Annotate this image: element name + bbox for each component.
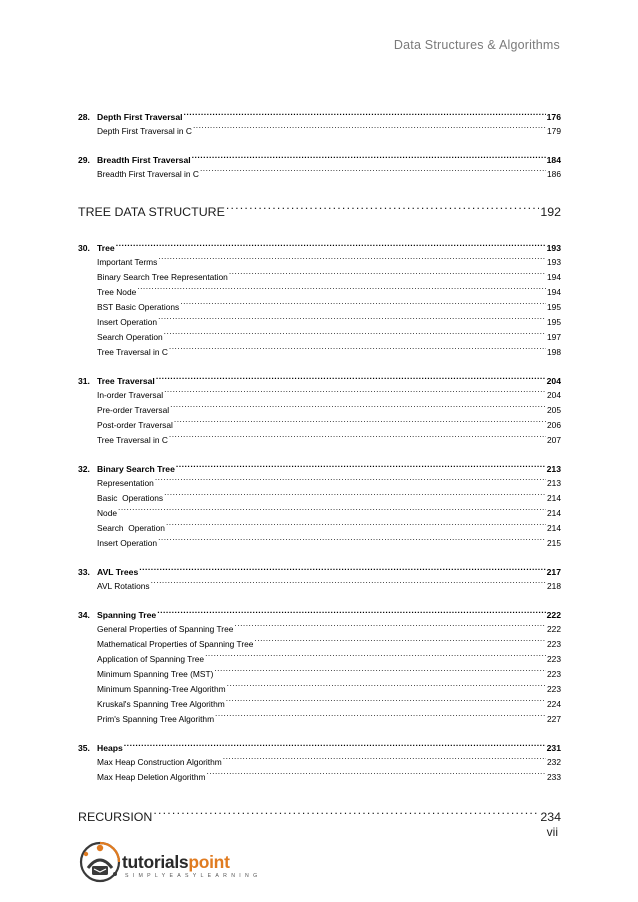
chapter-page: 176	[546, 112, 561, 122]
chapter-number: 32.	[78, 464, 90, 474]
item-label: Breadth First Traversal in C	[97, 167, 200, 182]
section-page: 192	[539, 202, 561, 222]
toc-item[interactable]	[78, 521, 561, 536]
chapter-page: 231	[546, 743, 561, 753]
logo-wordmark: tutorialspoint	[122, 852, 230, 872]
item-label: Search Operation	[97, 521, 166, 536]
chapter-title: Breadth First Traversal	[97, 155, 191, 165]
chapter-number: 31.	[78, 376, 90, 386]
tutorialspoint-logo	[78, 838, 262, 888]
item-label: Max Heap Deletion Algorithm	[97, 770, 206, 785]
item-label: Mathematical Properties of Spanning Tree	[97, 637, 254, 652]
toc-section-tree-data-structure[interactable]	[78, 202, 561, 222]
toc-chapter-29[interactable]	[78, 154, 561, 167]
toc-item[interactable]	[78, 536, 561, 551]
item-page: 214	[546, 521, 561, 536]
leader-dots	[184, 111, 546, 120]
toc-item[interactable]	[78, 476, 561, 491]
toc-item[interactable]	[78, 300, 561, 315]
toc-item[interactable]	[78, 682, 561, 697]
item-label: Tree Node	[97, 285, 137, 300]
chapter-number: 33.	[78, 567, 90, 577]
section-title: RECURSION	[78, 807, 153, 827]
item-label: Tree Traversal in C	[97, 433, 169, 448]
toc-item[interactable]	[78, 285, 561, 300]
toc-section-recursion[interactable]	[78, 807, 561, 827]
chapter-page: 184	[546, 155, 561, 165]
item-page: 214	[546, 491, 561, 506]
tutorialspoint-logo-icon	[78, 838, 122, 884]
toc-chapter-33[interactable]	[78, 566, 561, 579]
item-label: Important Terms	[97, 255, 158, 270]
toc-item[interactable]	[78, 491, 561, 506]
item-label: Insert Operation	[97, 536, 158, 551]
toc-item[interactable]	[78, 433, 561, 448]
toc-chapter-35[interactable]	[78, 742, 561, 755]
toc-item[interactable]	[78, 270, 561, 285]
item-page: 197	[546, 330, 561, 345]
toc-item[interactable]	[78, 388, 561, 403]
chapter-title: AVL Trees	[97, 567, 139, 577]
item-page: 227	[546, 712, 561, 727]
item-label: Search Operation	[97, 330, 164, 345]
chapter-page: 193	[546, 243, 561, 253]
item-page: 233	[546, 770, 561, 785]
chapter-number: 30.	[78, 243, 90, 253]
toc-item[interactable]	[78, 755, 561, 770]
toc-chapter-31[interactable]	[78, 375, 561, 388]
item-label: In-order Traversal	[97, 388, 164, 403]
chapter-title: Tree Traversal	[97, 376, 155, 386]
item-page: 223	[546, 637, 561, 652]
item-page: 195	[546, 315, 561, 330]
item-label: Application of Spanning Tree	[97, 652, 205, 667]
item-label: Representation	[97, 476, 155, 491]
item-page: 195	[546, 300, 561, 315]
toc-item[interactable]	[78, 637, 561, 652]
chapter-title: Heaps	[97, 743, 123, 753]
item-page: 218	[546, 579, 561, 594]
toc-item[interactable]	[78, 315, 561, 330]
item-label: Max Heap Construction Algorithm	[97, 755, 223, 770]
chapter-number: 28.	[78, 112, 90, 122]
item-label: Node	[97, 506, 118, 521]
item-label: Tree Traversal in C	[97, 345, 169, 360]
item-label: AVL Rotations	[97, 579, 151, 594]
item-page: 206	[546, 418, 561, 433]
toc-item[interactable]	[78, 712, 561, 727]
item-label: General Properties of Spanning Tree	[97, 622, 234, 637]
chapter-title: Depth First Traversal	[97, 112, 183, 122]
item-page: 207	[546, 433, 561, 448]
item-label: Prim's Spanning Tree Algorithm	[97, 712, 215, 727]
item-label: BST Basic Operations	[97, 300, 180, 315]
chapter-page: 204	[546, 376, 561, 386]
item-label: Insert Operation	[97, 315, 158, 330]
item-page: 193	[546, 255, 561, 270]
section-title: TREE DATA STRUCTURE	[78, 202, 226, 222]
toc-item[interactable]	[78, 418, 561, 433]
item-label: Post-order Traversal	[97, 418, 174, 433]
table-of-contents	[78, 111, 561, 827]
toc-item[interactable]	[78, 124, 561, 139]
logo-tagline: SIMPLYEASYLEARNING	[125, 873, 262, 879]
item-page: 214	[546, 506, 561, 521]
chapter-number: 35.	[78, 743, 90, 753]
chapter-title: Tree	[97, 243, 115, 253]
item-page: 194	[546, 270, 561, 285]
toc-item[interactable]	[78, 255, 561, 270]
toc-item[interactable]	[78, 345, 561, 360]
item-page: 179	[546, 124, 561, 139]
item-page: 223	[546, 682, 561, 697]
item-label: Kruskal's Spanning Tree Algorithm	[97, 697, 226, 712]
toc-item[interactable]	[78, 652, 561, 667]
item-label: Minimum Spanning Tree (MST)	[97, 667, 214, 682]
item-label: Depth First Traversal in C	[97, 124, 193, 139]
toc-item[interactable]	[78, 403, 561, 418]
toc-chapter-28[interactable]	[78, 111, 561, 124]
toc-item[interactable]	[78, 167, 561, 182]
toc-chapter-34[interactable]	[78, 609, 561, 622]
item-label: Minimum Spanning-Tree Algorithm	[97, 682, 227, 697]
item-label: Basic Operations	[97, 491, 164, 506]
item-page: 205	[546, 403, 561, 418]
item-page: 213	[546, 476, 561, 491]
chapter-page: 217	[546, 567, 561, 577]
item-page: 198	[546, 345, 561, 360]
toc-item[interactable]	[78, 697, 561, 712]
toc-item[interactable]	[78, 579, 561, 594]
toc-chapter-30[interactable]	[78, 242, 561, 255]
section-page: 234	[539, 807, 561, 827]
chapter-title: Spanning Tree	[97, 610, 157, 620]
toc-item[interactable]	[78, 667, 561, 682]
page-number: vii	[546, 825, 558, 839]
item-page: 223	[546, 667, 561, 682]
chapter-page: 213	[546, 464, 561, 474]
item-page: 215	[546, 536, 561, 551]
toc-item[interactable]	[78, 770, 561, 785]
chapter-page: 222	[546, 610, 561, 620]
item-page: 232	[546, 755, 561, 770]
item-page: 194	[546, 285, 561, 300]
item-page: 204	[546, 388, 561, 403]
item-label: Binary Search Tree Representation	[97, 270, 229, 285]
item-page: 186	[546, 167, 561, 182]
toc-item[interactable]	[78, 622, 561, 637]
running-header: Data Structures & Algorithms	[393, 38, 560, 52]
chapter-number: 34.	[78, 610, 90, 620]
toc-item[interactable]	[78, 506, 561, 521]
toc-item[interactable]	[78, 330, 561, 345]
item-label: Pre-order Traversal	[97, 403, 170, 418]
chapter-number: 29.	[78, 155, 90, 165]
item-page: 224	[546, 697, 561, 712]
item-page: 222	[546, 622, 561, 637]
item-page: 223	[546, 652, 561, 667]
toc-chapter-32[interactable]	[78, 463, 561, 476]
chapter-title: Binary Search Tree	[97, 464, 175, 474]
